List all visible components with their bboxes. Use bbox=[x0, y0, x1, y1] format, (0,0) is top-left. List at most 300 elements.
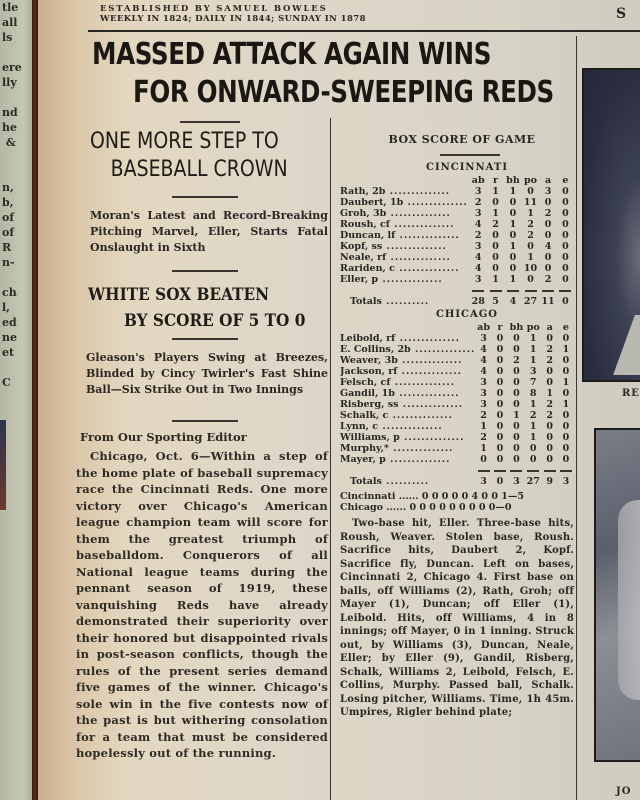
player-row bbox=[340, 274, 574, 285]
headline-line-2: FOR ONWARD-SWEEPING REDS bbox=[133, 75, 554, 110]
stat-cell: 1 bbox=[529, 399, 537, 410]
player-name-cell bbox=[340, 252, 469, 263]
stat-cell: 0 bbox=[496, 355, 504, 366]
player-name: Gandil, 1b bbox=[340, 388, 395, 399]
stat-cell: 0 bbox=[546, 443, 553, 454]
player-name-cell bbox=[340, 263, 469, 274]
adjacent-text-fragment: ls bbox=[2, 31, 13, 44]
stat-cell: 0 bbox=[544, 219, 552, 230]
leader-dots: .............. bbox=[386, 252, 451, 263]
player-name: Mayer, p bbox=[340, 454, 386, 465]
adjacent-text-fragment: n- bbox=[2, 256, 15, 269]
stat-cell: 0 bbox=[496, 399, 504, 410]
column-header: e bbox=[562, 175, 569, 186]
stat-cell: 2 bbox=[544, 208, 552, 219]
stat-cell: 0 bbox=[544, 263, 552, 274]
deck-one-bottom-rule bbox=[172, 270, 238, 272]
player-name: Duncan, lf bbox=[340, 230, 396, 241]
article-body bbox=[76, 448, 328, 762]
adjacent-text-fragment bbox=[0, 165, 34, 180]
stat-cell: 0 bbox=[544, 252, 552, 263]
line-score-dash: — bbox=[507, 491, 518, 502]
column-header: ab bbox=[477, 322, 490, 333]
total-cell: 11 bbox=[541, 296, 555, 307]
stat-cell: 2 bbox=[492, 219, 499, 230]
stat-cell: 0 bbox=[496, 410, 504, 421]
player-row bbox=[340, 197, 574, 208]
stat-cell: 0 bbox=[546, 366, 553, 377]
player-name: Daubert, 1b bbox=[340, 197, 404, 208]
player-name-cell bbox=[340, 443, 475, 454]
stat-cell: 0 bbox=[492, 197, 499, 208]
stat-cell: 1 bbox=[492, 274, 499, 285]
stat-cell: 0 bbox=[562, 274, 569, 285]
player-name-cell bbox=[340, 208, 469, 219]
stat-cell: 0 bbox=[496, 388, 504, 399]
stat-cell: 3 bbox=[474, 274, 482, 285]
stat-cell: 1 bbox=[527, 252, 534, 263]
stat-cell: 0 bbox=[546, 454, 553, 465]
stat-cell: 1 bbox=[529, 355, 537, 366]
stat-cell: 0 bbox=[562, 263, 569, 274]
stat-cell: 0 bbox=[513, 333, 520, 344]
stat-cell: 0 bbox=[562, 432, 570, 443]
stat-cell: 0 bbox=[544, 230, 552, 241]
totals-divider bbox=[340, 465, 574, 476]
stat-cell: 2 bbox=[529, 410, 537, 421]
player-name: Risberg, ss bbox=[340, 399, 399, 410]
leader-dots: ...... bbox=[383, 502, 410, 513]
stat-cell: 0 bbox=[544, 197, 552, 208]
stat-cell: 2 bbox=[546, 410, 553, 421]
stat-cell: 1 bbox=[509, 219, 517, 230]
leader-dots: .............. bbox=[386, 208, 451, 219]
stat-cell: 1 bbox=[492, 208, 499, 219]
leader-dots: .............. bbox=[394, 388, 460, 399]
player-row bbox=[340, 432, 574, 443]
stat-cell: 3 bbox=[480, 388, 487, 399]
player-name: Rath, 2b bbox=[340, 186, 386, 197]
stat-cell: 0 bbox=[562, 208, 569, 219]
adjacent-text-fragment: R bbox=[2, 241, 12, 254]
adjacent-text-fragment: tle bbox=[2, 1, 19, 14]
stat-cell: 0 bbox=[562, 355, 570, 366]
stat-cell: 4 bbox=[474, 219, 482, 230]
stat-cell: 0 bbox=[527, 241, 534, 252]
stat-cell: 0 bbox=[480, 454, 487, 465]
adjacent-text-fragment: nd bbox=[2, 106, 18, 119]
stat-cell: 0 bbox=[546, 421, 553, 432]
stat-cell: 0 bbox=[496, 421, 504, 432]
stat-cell: 1 bbox=[509, 186, 517, 197]
leader-dots: .......... bbox=[381, 476, 430, 487]
adjacent-text-fragment bbox=[0, 45, 34, 60]
stat-cell: 1 bbox=[546, 388, 553, 399]
stat-cell: 0 bbox=[509, 208, 517, 219]
stat-cell: 0 bbox=[562, 421, 570, 432]
game-summary bbox=[340, 517, 574, 720]
leader-dots: .............. bbox=[378, 274, 443, 285]
player-name: Leibold, rf bbox=[340, 333, 396, 344]
leader-dots: .............. bbox=[395, 333, 460, 344]
stat-cell: 4 bbox=[474, 263, 482, 274]
line-score-total: 0 bbox=[504, 502, 512, 513]
box-score-title: BOX SCORE OF GAME bbox=[388, 133, 536, 146]
player-row bbox=[340, 355, 574, 366]
player-name-cell bbox=[340, 186, 469, 197]
stat-cell: 0 bbox=[496, 377, 504, 388]
leader-dots: .............. bbox=[399, 432, 465, 443]
leader-dots: .............. bbox=[397, 366, 462, 377]
column-header: a bbox=[544, 175, 552, 186]
player-row bbox=[340, 208, 574, 219]
stat-cell: 0 bbox=[562, 241, 569, 252]
column-header: ab bbox=[471, 175, 485, 186]
total-cell: 9 bbox=[546, 476, 553, 487]
box-score bbox=[340, 133, 574, 720]
leader-dots: .............. bbox=[410, 344, 476, 355]
main-headline bbox=[92, 36, 572, 112]
adjacent-text-fragment: he bbox=[2, 121, 17, 134]
stat-cell: 1 bbox=[529, 344, 537, 355]
stat-cell: 0 bbox=[562, 443, 570, 454]
headline-line-1: MASSED ATTACK AGAIN WINS bbox=[92, 37, 492, 72]
stat-cell: 0 bbox=[509, 263, 517, 274]
player-name-cell bbox=[340, 399, 475, 410]
leader-dots: .............. bbox=[397, 355, 463, 366]
stat-cell: 0 bbox=[492, 241, 499, 252]
adjacent-text-fragment: lly bbox=[2, 76, 17, 89]
masthead-line-1: ESTABLISHED BY SAMUEL BOWLES bbox=[100, 4, 328, 14]
line-score-row bbox=[340, 502, 574, 513]
stat-cell: 2 bbox=[474, 197, 482, 208]
stat-cell: 2 bbox=[513, 355, 520, 366]
total-cell: 0 bbox=[562, 296, 569, 307]
player-name-cell bbox=[340, 355, 475, 366]
total-cell: 27 bbox=[526, 476, 540, 487]
stat-cell: 1 bbox=[480, 421, 487, 432]
deck-two-line-2: BY SCORE OF 5 TO 0 bbox=[124, 311, 306, 331]
stat-cell: 0 bbox=[496, 333, 504, 344]
player-name-cell bbox=[340, 421, 475, 432]
column-header: r bbox=[497, 322, 503, 333]
stat-cell: 3 bbox=[480, 399, 487, 410]
player-name-cell bbox=[340, 344, 475, 355]
stat-cell: 3 bbox=[480, 377, 487, 388]
total-cell: 3 bbox=[562, 476, 570, 487]
deck-one-subhead: Moran's Latest and Record-Breaking Pitching Marvel, Eller, Starts Fatal Onslaught in Sixth bbox=[90, 209, 328, 254]
player-row bbox=[340, 344, 574, 355]
masthead-line-2: WEEKLY IN 1824; DAILY IN 1844; SUNDAY IN 1878 bbox=[100, 14, 366, 24]
leader-dots: .............. bbox=[403, 197, 468, 208]
adjacent-text-fragment: ed bbox=[2, 316, 17, 329]
masthead-rule bbox=[88, 30, 640, 32]
stat-cell: 0 bbox=[513, 388, 520, 399]
column-rule-right bbox=[576, 36, 577, 800]
adjacent-page-photo-edge bbox=[0, 420, 6, 510]
leader-dots: .............. bbox=[378, 421, 443, 432]
stat-cell: 0 bbox=[562, 230, 569, 241]
stat-cell: 0 bbox=[492, 252, 499, 263]
player-name: Kopf, ss bbox=[340, 241, 383, 252]
stat-cell: 0 bbox=[496, 366, 504, 377]
stat-cell: 0 bbox=[562, 219, 569, 230]
stat-cell: 8 bbox=[529, 388, 537, 399]
stat-cell: 0 bbox=[527, 186, 534, 197]
player-name: Weaver, 3b bbox=[340, 355, 398, 366]
stat-cell: 4 bbox=[474, 252, 482, 263]
adjacent-text-fragment bbox=[0, 270, 34, 285]
player-name-cell bbox=[340, 454, 475, 465]
deck-one-line-1: ONE MORE STEP TO bbox=[90, 129, 279, 154]
player-row bbox=[340, 454, 574, 465]
player-name: Murphy,* bbox=[340, 443, 389, 454]
team-name: CINCINNATI bbox=[425, 162, 509, 173]
totals-row bbox=[340, 476, 574, 487]
stat-cell: 2 bbox=[527, 230, 534, 241]
stat-cell: 0 bbox=[546, 377, 553, 388]
box-score-teams bbox=[340, 162, 574, 487]
player-row bbox=[340, 333, 574, 344]
stat-cell: 0 bbox=[513, 432, 520, 443]
stat-cell: 1 bbox=[529, 421, 537, 432]
leader-dots: .............. bbox=[398, 399, 464, 410]
stat-cell: 1 bbox=[492, 186, 499, 197]
player-row bbox=[340, 388, 574, 399]
player-name-cell bbox=[340, 219, 469, 230]
column-header: a bbox=[546, 322, 553, 333]
stat-cell: 1 bbox=[529, 432, 537, 443]
photo-caption-bottom: JO bbox=[616, 786, 632, 797]
stat-cell: 0 bbox=[492, 263, 499, 274]
total-cell: 28 bbox=[471, 296, 485, 307]
player-row bbox=[340, 252, 574, 263]
stat-cell: 1 bbox=[562, 399, 570, 410]
divider-dash bbox=[475, 465, 492, 476]
divider-dash bbox=[539, 285, 557, 296]
stat-cell: 0 bbox=[513, 421, 520, 432]
line-score-team: Chicago bbox=[340, 502, 383, 513]
player-row bbox=[340, 366, 574, 377]
player-photo-bottom bbox=[594, 428, 640, 762]
stat-cell: 4 bbox=[480, 355, 487, 366]
line-score-total: 5 bbox=[517, 491, 524, 502]
stat-cell: 0 bbox=[496, 432, 504, 443]
stat-cell: 0 bbox=[513, 344, 520, 355]
stat-cell: 2 bbox=[546, 399, 553, 410]
player-name-cell bbox=[340, 274, 469, 285]
player-name: Neale, rf bbox=[340, 252, 387, 263]
stat-cell: 0 bbox=[509, 230, 517, 241]
stat-cell: 10 bbox=[523, 263, 538, 274]
player-name-cell bbox=[340, 241, 469, 252]
divider-dash bbox=[558, 465, 574, 476]
adjacent-text-fragment bbox=[0, 150, 34, 165]
player-row bbox=[340, 219, 574, 230]
line-score-dash: — bbox=[495, 502, 505, 513]
stat-cell: 7 bbox=[529, 377, 537, 388]
deck-one bbox=[90, 128, 330, 184]
adjacent-text-fragment: b, bbox=[2, 196, 14, 209]
column-header-row bbox=[340, 175, 574, 186]
stat-cell: 1 bbox=[480, 443, 487, 454]
divider-spacer bbox=[340, 465, 475, 476]
leader-dots: .............. bbox=[389, 219, 455, 230]
stat-cell: 0 bbox=[546, 432, 553, 443]
totals-row bbox=[340, 296, 574, 307]
stat-cell: 0 bbox=[527, 274, 534, 285]
byline: From Our Sporting Editor bbox=[80, 430, 247, 444]
divider-dash bbox=[469, 285, 487, 296]
adjacent-text-fragment: of bbox=[2, 226, 15, 239]
stat-cell: 4 bbox=[480, 344, 487, 355]
article-paragraph: Chicago, Oct. 6—Within a step of the home plate of baseball supremacy race the Cincinnati Reds. One more victory over Chicago's American league champion team will score for them the greatest triumph of baseballdom. Conquerors of all National league teams during the pennant season of 1919, these vanquishing Reds have already demonstrated their superiority over their honored but disappointed rivals in post-season conflicts, though the rules of the present series demand five games of the winner. Chicago's sole win in the five contests now of the past is but withering consolation for a team that must be considered hopelessly out of the running. bbox=[76, 449, 328, 760]
player-row bbox=[340, 263, 574, 274]
total-cell: 3 bbox=[480, 476, 487, 487]
stat-cell: 1 bbox=[509, 274, 517, 285]
line-score-team: Cincinnati bbox=[340, 491, 396, 502]
total-cell: 3 bbox=[513, 476, 520, 487]
stat-cell: 0 bbox=[492, 230, 499, 241]
player-name-cell bbox=[340, 388, 475, 399]
player-name: Jackson, rf bbox=[340, 366, 398, 377]
leader-dots: .............. bbox=[388, 410, 453, 421]
deck-one-rule bbox=[172, 196, 238, 198]
player-photo-top bbox=[582, 68, 640, 382]
stat-cell: 0 bbox=[562, 410, 570, 421]
stat-cell: 3 bbox=[474, 208, 482, 219]
team-name: CHICAGO bbox=[435, 309, 499, 320]
photo-face bbox=[618, 500, 640, 700]
player-row bbox=[340, 186, 574, 197]
player-name: Eller, p bbox=[340, 274, 379, 285]
stat-cell: 3 bbox=[474, 186, 482, 197]
stat-cell: 0 bbox=[562, 366, 570, 377]
player-row bbox=[340, 410, 574, 421]
leader-dots: .............. bbox=[394, 263, 460, 274]
player-name-cell bbox=[340, 377, 475, 388]
leader-dots: .............. bbox=[390, 377, 456, 388]
stat-cell: 0 bbox=[513, 399, 520, 410]
adjacent-text-fragment: ch bbox=[2, 286, 17, 299]
column-header: e bbox=[562, 322, 569, 333]
totals-label-cell bbox=[340, 296, 469, 307]
adjacent-text-fragment: l, bbox=[2, 301, 11, 314]
player-name: Lynn, c bbox=[340, 421, 379, 432]
stat-cell: 0 bbox=[529, 454, 537, 465]
line-score-row bbox=[340, 491, 574, 502]
player-name: E. Collins, 2b bbox=[340, 344, 411, 355]
stat-cell: 0 bbox=[562, 388, 570, 399]
stat-cell: 1 bbox=[529, 333, 537, 344]
line-score-innings: 0 0 0 0 0 0 0 0 0 bbox=[409, 502, 496, 513]
totals-divider bbox=[340, 285, 574, 296]
stat-cell: 2 bbox=[527, 219, 534, 230]
column-rule-left bbox=[330, 118, 331, 800]
totals-label: Totals bbox=[350, 476, 382, 487]
adjacent-text-fragment: n, bbox=[2, 181, 14, 194]
box-score-table bbox=[340, 322, 574, 487]
player-name-cell bbox=[340, 333, 475, 344]
adjacent-text-fragment: ere bbox=[2, 61, 22, 74]
line-score bbox=[340, 491, 574, 513]
leader-dots: .............. bbox=[382, 241, 447, 252]
stat-cell: 1 bbox=[527, 208, 534, 219]
stat-cell: 1 bbox=[509, 241, 517, 252]
stat-cell: 11 bbox=[523, 197, 538, 208]
line-score-innings: 0 0 0 0 0 4 0 0 1 bbox=[421, 491, 508, 502]
adjacent-text-fragment: of bbox=[2, 211, 15, 224]
stat-cell: 0 bbox=[513, 377, 520, 388]
stat-cell: 0 bbox=[546, 333, 553, 344]
stat-cell: 2 bbox=[544, 274, 552, 285]
total-cell: 5 bbox=[492, 296, 499, 307]
divider-dash bbox=[525, 465, 542, 476]
stat-cell: 2 bbox=[480, 410, 487, 421]
divider-dash bbox=[504, 285, 522, 296]
leader-dots: .............. bbox=[395, 230, 460, 241]
player-name: Williams, p bbox=[340, 432, 400, 443]
photo-collar bbox=[613, 315, 640, 375]
divider-dash bbox=[542, 465, 558, 476]
stat-cell: 0 bbox=[562, 197, 569, 208]
divider-dash bbox=[508, 465, 525, 476]
leader-dots: .............. bbox=[388, 443, 454, 454]
divider-dash bbox=[557, 285, 574, 296]
stat-cell: 3 bbox=[480, 333, 487, 344]
leader-dots: ...... bbox=[395, 491, 422, 502]
stat-cell: 0 bbox=[496, 454, 504, 465]
masthead bbox=[100, 4, 560, 24]
header-spacer bbox=[340, 322, 475, 333]
total-cell: 4 bbox=[509, 296, 517, 307]
stat-cell: 0 bbox=[562, 186, 569, 197]
player-name: Felsch, cf bbox=[340, 377, 391, 388]
stat-cell: 1 bbox=[513, 410, 520, 421]
divider-dash bbox=[487, 285, 504, 296]
adjacent-text-fragment: C bbox=[2, 376, 11, 389]
adjacent-text-fragment: ne bbox=[2, 331, 17, 344]
player-row bbox=[340, 377, 574, 388]
stat-cell: 2 bbox=[546, 355, 553, 366]
header-spacer bbox=[340, 175, 469, 186]
leader-dots: .......... bbox=[381, 296, 430, 307]
box-score-table bbox=[340, 175, 574, 307]
player-name-cell bbox=[340, 197, 469, 208]
deck-two-bottom-rule bbox=[172, 420, 238, 422]
stat-cell: 1 bbox=[562, 344, 570, 355]
box-score-rule bbox=[440, 154, 500, 156]
player-name-cell bbox=[340, 230, 469, 241]
stat-cell: 3 bbox=[474, 241, 482, 252]
totals-label-cell bbox=[340, 476, 475, 487]
player-name: Roush, cf bbox=[340, 219, 390, 230]
masthead-right-fragment: S bbox=[616, 6, 627, 22]
deck-one-line-2: BASEBALL CROWN bbox=[110, 157, 288, 182]
stat-cell: 0 bbox=[496, 443, 504, 454]
player-name: Groh, 3b bbox=[340, 208, 387, 219]
adjacent-text-fragment: & bbox=[2, 136, 16, 149]
column-header-row bbox=[340, 322, 574, 333]
deck-two-line-1: WHITE SOX BEATEN bbox=[88, 285, 270, 305]
player-name: Rariden, c bbox=[340, 263, 395, 274]
stat-cell: 0 bbox=[562, 333, 570, 344]
player-name-cell bbox=[340, 410, 475, 421]
player-row bbox=[340, 399, 574, 410]
player-name-cell bbox=[340, 366, 475, 377]
adjacent-text-fragment: all bbox=[2, 16, 18, 29]
player-row bbox=[340, 230, 574, 241]
